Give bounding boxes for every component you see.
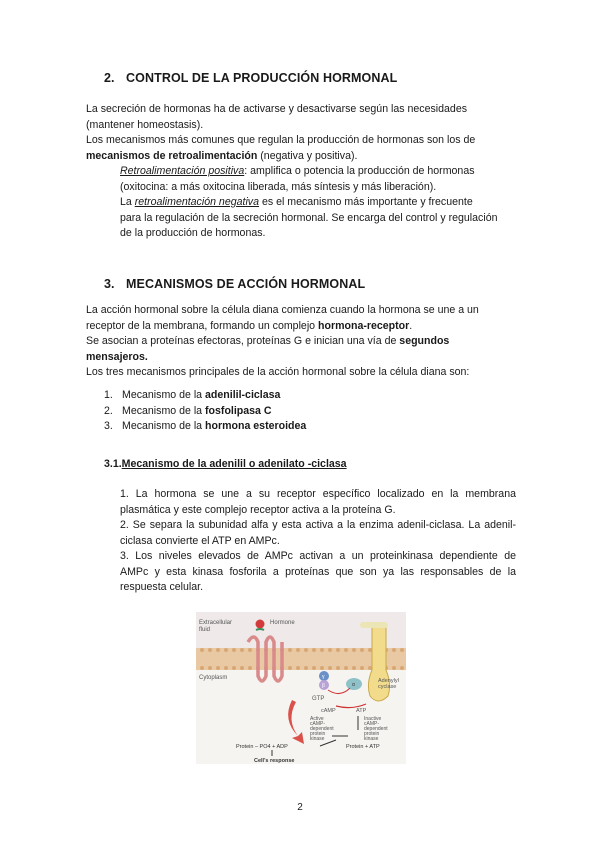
step-2: 2. Se separa la subunidad alfa y esta activa a la enzima adenil-ciclasa. La adenil- ciclasa convierte el ATP en AMPc. [120,519,516,547]
label-alpha: α [352,682,355,688]
label-active-3: dependent [310,726,334,732]
list-item: 3. Mecanismo de la hormona esteroidea [104,420,307,432]
camp-pathway-figure [196,612,406,764]
label-fluid: fluid [199,627,211,633]
hormone-molecule [256,620,265,629]
label-cytoplasm: Cytoplasm [199,675,228,681]
mechanisms-list [104,388,306,435]
label-active-5: kinase [310,736,325,742]
label-inactive-1: Inactive [364,716,382,722]
label-atp: ATP [356,708,367,714]
section-2-heading: 2. CONTROL DE LA PRODUCCIÓN HORMONAL [104,71,398,85]
page-number: 2 [297,802,303,813]
label-inactive-3: dependent [364,726,388,732]
label-active-2: cAMP- [310,721,325,727]
step-3: 3. Los niveles elevados de AMPc activan a un proteinkinasa dependiente de AMPc y esta kinasa fosforila a proteínas que son ya las responsables de la respuesta celular. [120,550,516,593]
section-3-heading: 3. MECANISMOS DE ACCIÓN HORMONAL [104,277,366,291]
label-inactive-2: cAMP- [364,721,379,727]
label-cell-response: Cell's response [254,758,295,764]
label-gamma: γ [322,674,325,680]
label-inactive-5: kinase [364,736,379,742]
label-protein-po4: Protein – PO4 + ADP [236,744,288,750]
label-active-1: Active [310,716,324,722]
section-2-paragraph-1: La secreción de hormonas ha de activarse y desactivarse según las necesidades (mantener homeostasis). Los mecanismos más comunes que regulan la producción de hormonas son los de mecanismos de retroalimentación (negativa y positiva). [86,103,476,162]
negative-feedback-term: retroalimentación negativa [134,196,259,208]
label-beta: β [322,683,325,689]
label-protein-atp: Protein + ATP [346,744,380,750]
step-1: 1. La hormona se une a su receptor específico localizado en la membrana plasmática y este complejo receptor activa a la proteína G. [120,488,516,516]
label-hormone: Hormone [270,620,295,626]
cyclase-top [360,622,388,628]
section-3-paragraphs: La acción hormonal sobre la célula diana comienza cuando la hormona se une a un receptor de la membrana, formando un complejo hormona-receptor. Se asocian a proteínas efectoras, proteínas G e inician una vía de segundos mensajeros. Los tres mecanismos principales de la acción hormonal sobre la célula diana son: [86,304,479,378]
label-adenylyl: Adenylyl [378,678,399,684]
label-extracellular: Extracellular [199,620,233,626]
list-item: 2. Mecanismo de la fosfolipasa C [104,404,272,417]
label-cyclase: cyclase [378,684,397,690]
list-item: 1. Mecanismo de la adenilil-ciclasa [104,389,281,401]
label-camp: cAMP [321,708,336,714]
hormone-binding-site [256,629,264,630]
subsection-3-1-heading: 3.1.Mecanismo de la adenilil o adenilato -ciclasa [104,458,347,470]
label-inactive-4: protein [364,731,380,737]
label-active-4: protein [310,731,326,737]
section-2-feedback-block: Retroalimentación positiva: amplifica o potencia la producción de hormonas (oxitocina: a más oxitocina liberada, más síntesis y más liberación). La retroalimentación negativa es el mecanismo más importante y frecuente para la regulación de la secreción hormonal. Se encarga del control y regulación de la producción de hormonas. [120,165,498,239]
label-gtp: GTP [312,696,325,702]
positive-feedback-term: Retroalimentación positiva [120,165,245,177]
